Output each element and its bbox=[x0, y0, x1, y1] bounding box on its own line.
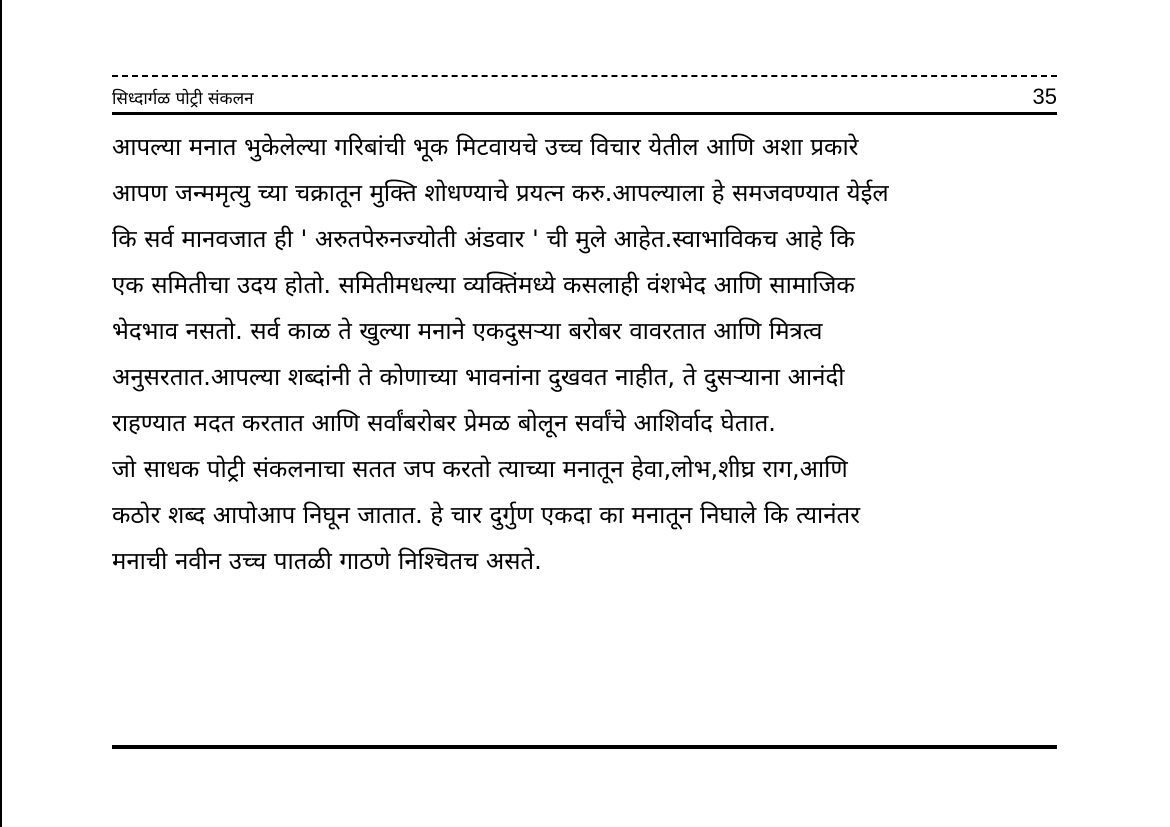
header-dashed-rule bbox=[112, 75, 1057, 77]
text-line-4: एक समितीचा उदय होतो. समितीमधल्या व्यक्तिंमध्ये कसलाही वंशभेद आणि सामाजिक bbox=[112, 271, 855, 299]
body-text bbox=[112, 124, 1057, 584]
running-header-title: सिध्दार्गळ पोट्री संकलन bbox=[112, 89, 254, 109]
footer-rule bbox=[112, 745, 1057, 749]
text-line-1: आपल्या मनात भुकेलेल्या गरिबांची भूक मिटवायचे उच्च विचार येतील आणि अशा प्रकारे bbox=[112, 133, 859, 161]
text-line-9: कठोर शब्द आपोआप निघून जातात. हे चार दुर्गुण एकदा का मनातून निघाले कि त्यानंतर bbox=[112, 501, 861, 529]
header-rule bbox=[112, 112, 1057, 115]
text-line-3: कि सर्व मानवजात ही ' अरुतपेरुनज्योती अंडवार ' ची मुले आहेत.स्वाभाविकच आहे कि bbox=[112, 225, 855, 253]
text-line-6: अनुसरतात.आपल्या शब्दांनी ते कोणाच्या भावनांना दुखवत नाहीत, ते दुसऱ्याना आनंदी bbox=[112, 363, 845, 391]
text-line-5: भेदभाव नसतो. सर्व काळ ते खुल्या मनाने एकदुसऱ्या बरोबर वावरतात आणि मित्रत्व bbox=[112, 317, 823, 345]
text-line-7: राहण्यात मदत करतात आणि सर्वांबरोबर प्रेमळ बोलून सर्वांचे आशिर्वाद घेतात. bbox=[112, 409, 776, 437]
text-line-8: जो साधक पोट्री संकलनाचा सतत जप करतो त्याच्या मनातून हेवा,लोभ,शीघ्र राग,आणि bbox=[112, 455, 848, 483]
text-line-10: मनाची नवीन उच्च पातळी गाठणे निश्चितच असते. bbox=[112, 547, 542, 575]
text-line-2: आपण जन्ममृत्यु च्या चक्रातून मुक्ति शोधण्याचे प्रयत्न करु.आपल्याला हे समजवण्यात येईल bbox=[112, 179, 889, 207]
page-left-border bbox=[0, 0, 2, 827]
page-number: 35 bbox=[1032, 84, 1057, 109]
